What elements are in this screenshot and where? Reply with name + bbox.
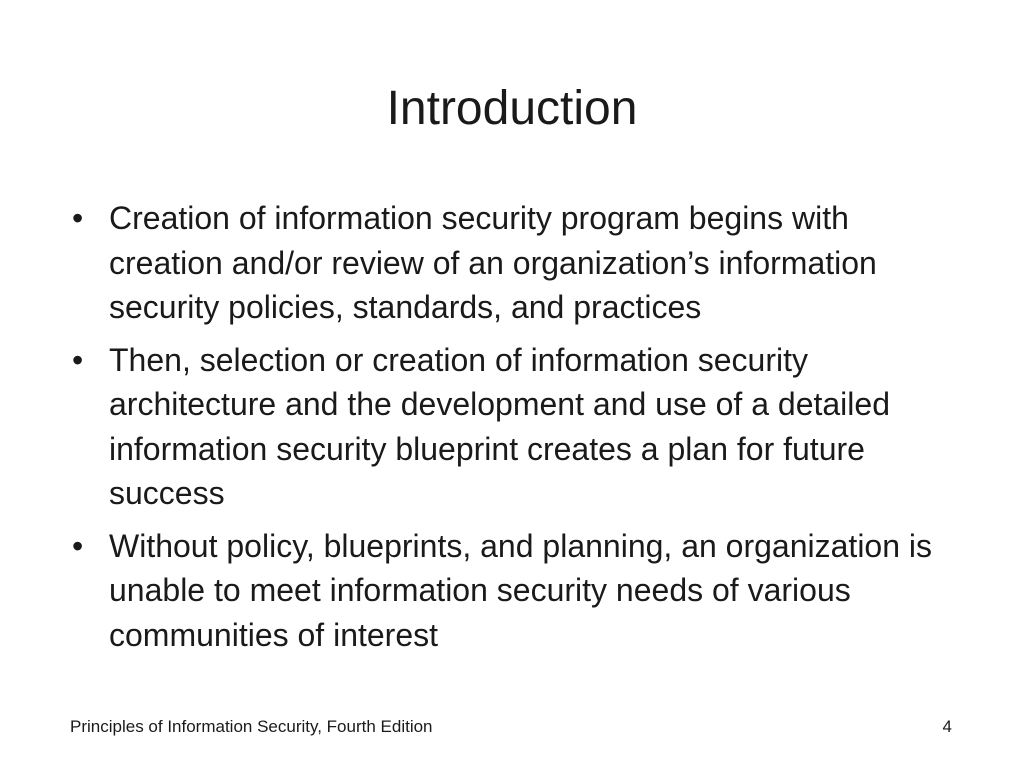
page-number: 4 xyxy=(942,717,952,736)
bullet-text: Then, selection or creation of information security architecture and the development and use of a detailed information security blueprint creates a plan for future success xyxy=(109,341,890,511)
bullet-dot-icon: • xyxy=(72,527,84,564)
bullet-item xyxy=(72,338,952,516)
bullet-dot-icon: • xyxy=(72,200,84,236)
bullet-item xyxy=(72,524,952,658)
bullet-list xyxy=(72,196,952,665)
bullet-dot-icon: • xyxy=(72,341,84,378)
bullet-text: Without policy, blueprints, and planning, an organization is unable to meet information security needs of various communities of interest xyxy=(109,527,933,653)
slide-title: Introduction xyxy=(386,82,638,135)
footer-book-title: Principles of Information Security, Fourth Edition xyxy=(70,717,433,736)
bullet-text: Creation of information security program begins with creation and/or review of an organization’s information security policies, standards, and practices xyxy=(109,200,877,325)
bullet-item xyxy=(72,196,952,330)
